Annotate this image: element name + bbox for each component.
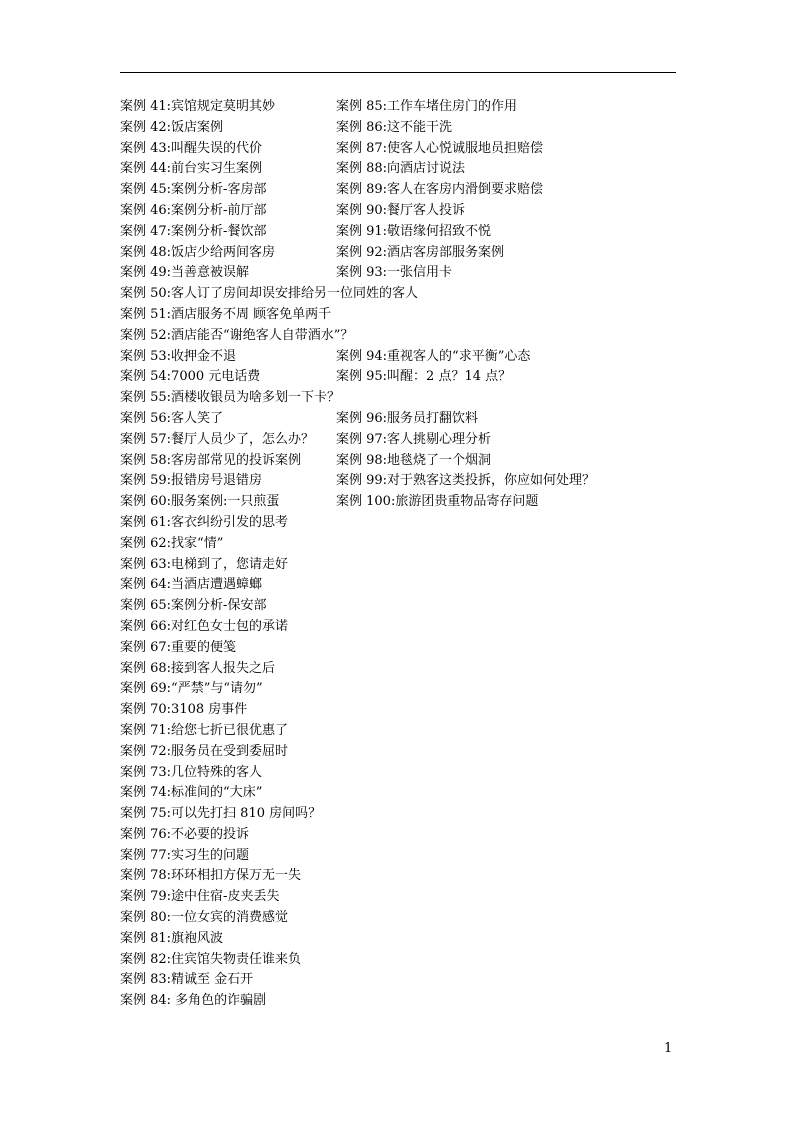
case-entry-left: 案例 48:饭店少给两间客房 <box>120 244 276 260</box>
case-list-row <box>120 783 680 804</box>
case-list-row <box>120 846 680 867</box>
case-entry-right: 案例 95:叫醒：2 点？14 点？ <box>336 369 512 385</box>
case-list-row <box>120 700 680 721</box>
case-list-row <box>120 326 680 347</box>
case-list-row <box>120 222 680 243</box>
case-entry-left: 案例 83:精诚至 金石开 <box>120 972 254 988</box>
case-entry-left: 案例 46:案例分析-前厅部 <box>120 202 267 218</box>
case-entry-left: 案例 50:客人订了房间却误安排给另一位同姓的客人 <box>120 286 419 302</box>
case-list-row <box>120 201 680 222</box>
case-entry-right: 案例 87:使客人心悦诚服地员担赔偿 <box>336 140 544 156</box>
case-entry-left: 案例 60:服务案例:一只煎蛋 <box>120 494 280 510</box>
case-entry-left: 案例 70:3108 房事件 <box>120 702 248 718</box>
case-list-row <box>120 263 680 284</box>
case-entry-left: 案例 64:当酒店遭遇蟑螂 <box>120 577 263 593</box>
case-list-row <box>120 139 680 160</box>
case-list-row <box>120 471 680 492</box>
case-list-row <box>120 929 680 950</box>
case-list-row <box>120 804 680 825</box>
case-entry-right: 案例 94:重视客人的“求平衡”心态 <box>336 348 531 364</box>
case-list-row <box>120 970 680 991</box>
case-list-row <box>120 596 680 617</box>
case-entry-left: 案例 67:重要的便笺 <box>120 639 237 655</box>
case-list-row <box>120 430 680 451</box>
case-entry-left: 案例 81:旗袍风波 <box>120 930 224 946</box>
case-entry-left: 案例 75:可以先打扫 810 房间吗？ <box>120 806 322 822</box>
case-list <box>120 97 680 1012</box>
case-entry-left: 案例 76:不必要的投诉 <box>120 826 250 842</box>
case-list-row <box>120 575 680 596</box>
case-entry-left: 案例 77:实习生的问题 <box>120 847 250 863</box>
case-entry-right: 案例 97:客人挑剔心理分析 <box>336 431 492 447</box>
case-list-row <box>120 742 680 763</box>
case-entry-right: 案例 88:向酒店讨说法 <box>336 161 466 177</box>
case-list-row <box>120 866 680 887</box>
case-list-row <box>120 305 680 326</box>
case-entry-left: 案例 63:电梯到了，您请走好 <box>120 556 289 572</box>
case-entry-left: 案例 55:酒楼收银员为啥多划一下卡？ <box>120 390 341 406</box>
case-entry-left: 案例 65:案例分析-保安部 <box>120 598 267 614</box>
case-entry-left: 案例 62:找家“情” <box>120 535 224 551</box>
page-number: 1 <box>664 1041 673 1056</box>
case-entry-left: 案例 66:对红色女士包的承诺 <box>120 618 289 634</box>
case-entry-right: 案例 92:酒店客房部服务案例 <box>336 244 505 260</box>
case-list-row <box>120 388 680 409</box>
case-entry-left: 案例 47:案例分析-餐饮部 <box>120 223 267 239</box>
case-list-row <box>120 825 680 846</box>
case-list-row <box>120 513 680 534</box>
case-list-row <box>120 908 680 929</box>
case-entry-left: 案例 45:案例分析-客房部 <box>120 182 267 198</box>
header-rule <box>120 72 676 73</box>
case-entry-left: 案例 43:叫醒失误的代价 <box>120 140 263 156</box>
case-entry-right: 案例 85:工作车堵住房门的作用 <box>336 99 518 114</box>
case-list-row <box>120 284 680 305</box>
case-entry-right: 案例 90:餐厅客人投诉 <box>336 202 466 218</box>
case-entry-right: 案例 99:对于熟客这类投拆，你应如何处理？ <box>336 473 596 489</box>
case-list-row <box>120 679 680 700</box>
case-entry-right: 案例 89:客人在客房内滑倒要求赔偿 <box>336 182 544 198</box>
case-entry-left: 案例 69:“严禁”与“请勿” <box>120 681 263 697</box>
case-list-row <box>120 763 680 784</box>
case-entry-left: 案例 84: 多角色的诈骗剧 <box>120 993 267 1009</box>
case-list-row <box>120 97 680 118</box>
case-entry-left: 案例 73:几位特殊的客人 <box>120 764 263 780</box>
case-entry-left: 案例 54:7000 元电话费 <box>120 369 261 385</box>
case-list-row <box>120 887 680 908</box>
case-entry-right: 案例 93:一张信用卡 <box>336 265 453 281</box>
case-list-row <box>120 159 680 180</box>
case-list-row <box>120 118 680 139</box>
case-list-row <box>120 617 680 638</box>
case-list-row <box>120 492 680 513</box>
case-entry-left: 案例 74:标准间的“大床” <box>120 785 263 801</box>
case-list-row <box>120 721 680 742</box>
case-list-row <box>120 367 680 388</box>
case-list-row <box>120 659 680 680</box>
case-list-row <box>120 638 680 659</box>
case-list-row <box>120 555 680 576</box>
case-entry-right: 案例 86:这不能干洗 <box>336 119 453 135</box>
case-entry-left: 案例 72:服务员在受到委屈时 <box>120 743 289 759</box>
case-entry-left: 案例 82:住宾馆失物责任谁来负 <box>120 951 302 967</box>
case-list-row <box>120 451 680 472</box>
case-entry-left: 案例 57:餐厅人员少了，怎么办？ <box>120 431 315 447</box>
case-entry-right: 案例 100:旅游团贵重物品寄存问题 <box>336 494 539 510</box>
case-entry-left: 案例 80:一位女宾的消费感觉 <box>120 910 289 926</box>
case-entry-left: 案例 42:饭店案例 <box>120 119 224 135</box>
case-entry-left: 案例 52:酒店能否“谢绝客人自带酒水”？ <box>120 327 354 343</box>
case-list-row <box>120 409 680 430</box>
case-entry-left: 案例 51:酒店服务不周 顾客免单两千 <box>120 306 332 322</box>
case-entry-left: 案例 78:环环相扣方保万无一失 <box>120 868 302 884</box>
case-entry-left: 案例 49:当善意被误解 <box>120 265 250 281</box>
case-entry-right: 案例 91:敬语缘何招致不悦 <box>336 223 492 239</box>
case-entry-left: 案例 58:客房部常见的投诉案例 <box>120 452 302 468</box>
case-entry-left: 案例 56:客人笑了 <box>120 410 224 426</box>
case-entry-left: 案例 79:途中住宿-皮夹丢失 <box>120 889 280 905</box>
case-list-row <box>120 950 680 971</box>
case-entry-left: 案例 59:报错房号退错房 <box>120 473 263 489</box>
case-list-row <box>120 534 680 555</box>
case-list-row <box>120 347 680 368</box>
case-entry-left: 案例 61:客衣纠纷引发的思考 <box>120 514 289 530</box>
case-entry-left: 案例 41:宾馆规定莫明其妙 <box>120 99 276 114</box>
case-entry-left: 案例 53:收押金不退 <box>120 348 237 364</box>
case-list-row <box>120 991 680 1012</box>
case-entry-left: 案例 44:前台实习生案例 <box>120 161 263 177</box>
case-list-row <box>120 180 680 201</box>
case-entry-left: 案例 68:接到客人报失之后 <box>120 660 276 676</box>
case-entry-left: 案例 71:给您七折已很优惠了 <box>120 722 289 738</box>
case-entry-right: 案例 98:地毯烧了一个烟洞 <box>336 452 492 468</box>
case-list-row <box>120 243 680 264</box>
case-entry-right: 案例 96:服务员打翻饮料 <box>336 410 479 426</box>
